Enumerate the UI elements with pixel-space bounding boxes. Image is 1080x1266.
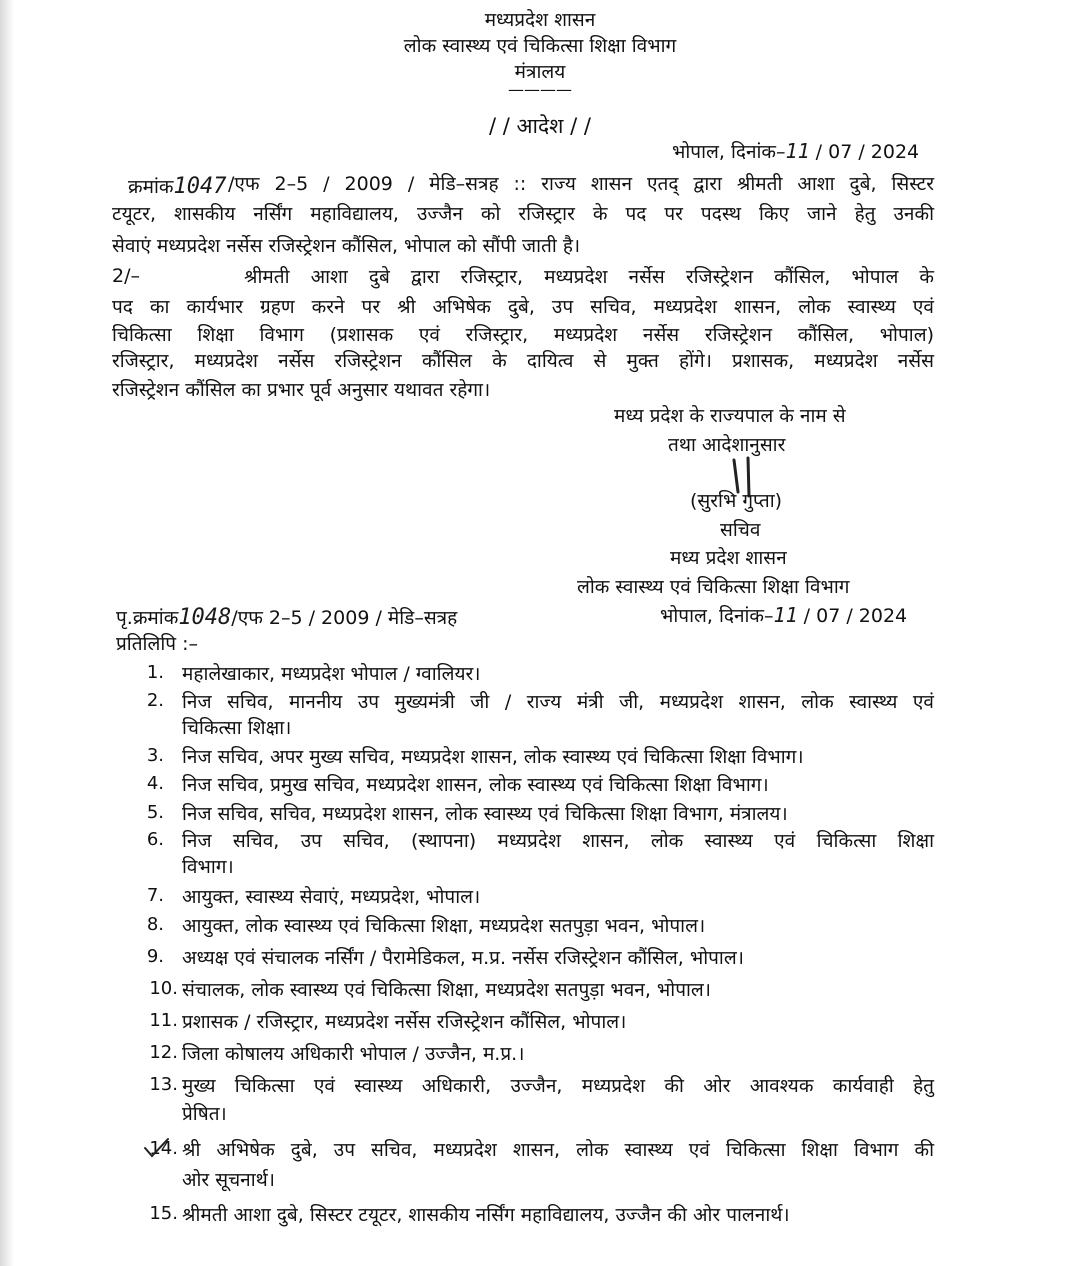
para1-line3: सेवाएं मध्यप्रदेश नर्सेस रजिस्ट्रेशन कौंसिल, भोपाल को सौंपी जाती है। xyxy=(112,235,581,257)
endorsement-ref-prefix: पृ.क्रमांक xyxy=(116,607,179,629)
checkmark-icon xyxy=(142,1136,172,1160)
list-item: निज सचिव, उप सचिव, (स्थापना) मध्यप्रदेश शासन, लोक स्वास्थ्य एवं चिकित्सा शिक्षा xyxy=(182,830,934,852)
header-office: मंत्रालय xyxy=(514,61,566,83)
endorsement-ref xyxy=(116,604,457,630)
signatory-govt: मध्य प्रदेश शासन xyxy=(670,547,787,569)
order-ref-prefix: क्रमांक xyxy=(128,176,174,198)
list-item-number: 12. xyxy=(149,1042,178,1063)
list-item: आयुक्त, स्वास्थ्य सेवाएं, मध्यप्रदेश, भोपाल। xyxy=(182,886,481,908)
list-item-number: 1. xyxy=(146,662,164,683)
signature-authority-line2: तथा आदेशानुसार xyxy=(668,434,786,456)
order-date-handwritten: 11 xyxy=(785,139,810,163)
list-item-number: 4. xyxy=(146,773,164,794)
header-department: लोक स्वास्थ्य एवं चिकित्सा शिक्षा विभाग xyxy=(403,35,677,57)
list-item-continuation: प्रेषित। xyxy=(182,1103,227,1125)
endorsement-date-prefix: भोपाल, दिनांक– xyxy=(660,605,774,627)
list-item-number: 2. xyxy=(146,690,164,711)
endorsement-ref-handwritten: 1048 xyxy=(178,605,232,630)
signatory-name: (सुरभि गुप्ता) xyxy=(690,490,783,512)
order-ref xyxy=(128,173,226,199)
endorsement-date-handwritten: 11 xyxy=(773,603,798,627)
list-item-number: 9. xyxy=(146,946,164,967)
list-item: निज सचिव, अपर मुख्य सचिव, मध्यप्रदेश शासन, लोक स्वास्थ्य एवं चिकित्सा शिक्षा विभाग। xyxy=(182,746,804,768)
endorsement-date-suffix: / 07 / 2024 xyxy=(803,605,908,627)
list-item: श्रीमती आशा दुबे, सिस्टर टयूटर, शासकीय नर्सिंग महाविद्यालय, उज्जैन की ओर पालनार्थ। xyxy=(182,1204,790,1226)
list-item-number: 10. xyxy=(149,978,178,999)
list-item: अध्यक्ष एवं संचालक नर्सिंग / पैरामेडिकल, म.प्र. नर्सेस रजिस्ट्रेशन कौंसिल, भोपाल। xyxy=(182,947,744,969)
para2-line3: चिकित्सा शिक्षा विभाग (प्रशासक एवं रजिस्ट्रार, मध्यप्रदेश नर्सेस रजिस्ट्रेशन कौंसिल, भोपाल) xyxy=(112,324,934,346)
list-item-number: 3. xyxy=(146,745,164,766)
order-title: / / आदेश / / xyxy=(489,114,591,138)
list-item-number: 7. xyxy=(146,885,164,906)
list-item-number: 6. xyxy=(146,829,164,850)
copy-label: प्रतिलिपि :– xyxy=(116,633,199,655)
para2-line5: रजिस्ट्रेशन कौंसिल का प्रभार पूर्व अनुसार यथावत रहेगा। xyxy=(112,379,491,401)
order-date-suffix: / 07 / 2024 xyxy=(815,141,920,163)
endorsement-date-line xyxy=(660,602,907,628)
signatory-designation: सचिव xyxy=(720,519,761,541)
list-item: आयुक्त, लोक स्वास्थ्य एवं चिकित्सा शिक्षा, मध्यप्रदेश सतपुड़ा भवन, भोपाल। xyxy=(182,915,706,937)
header-divider: ———— xyxy=(508,80,572,99)
list-item-continuation: विभाग। xyxy=(182,856,234,878)
para2-number: 2/– xyxy=(112,265,140,287)
list-item: महालेखाकार, मध्यप्रदेश भोपाल / ग्वालियर। xyxy=(182,663,481,685)
order-ref-handwritten: 1047 xyxy=(173,174,227,199)
list-item: श्री अभिषेक दुबे, उप सचिव, मध्यप्रदेश शासन, लोक स्वास्थ्य एवं चिकित्सा शिक्षा विभाग की xyxy=(182,1139,934,1161)
list-item-number: 15. xyxy=(149,1203,178,1224)
para2-line1: श्रीमती आशा दुबे द्वारा रजिस्ट्रार, मध्यप्रदेश नर्सेस रजिस्ट्रेशन कौंसिल, भोपाल के xyxy=(244,266,934,288)
list-item-number: 14. xyxy=(149,1138,178,1159)
header-govt: मध्यप्रदेश शासन xyxy=(484,9,596,31)
order-date-prefix: भोपाल, दिनांक– xyxy=(672,141,786,163)
para2-line4: रजिस्ट्रार, मध्यप्रदेश नर्सेस रजिस्ट्रेशन कौंसिल के दायित्व से मुक्त होंगे। प्रशासक, मध्यप्रदेश नर्सेस xyxy=(112,350,934,372)
list-item: प्रशासक / रजिस्ट्रार, मध्यप्रदेश नर्सेस रजिस्ट्रेशन कौंसिल, भोपाल। xyxy=(182,1011,627,1033)
para1-line2: टयूटर, शासकीय नर्सिंग महाविद्यालय, उज्जैन को रजिस्ट्रार के पद पर पदस्थ किए जाने हेतु उनकी xyxy=(112,203,934,225)
page-shadow xyxy=(0,0,14,1266)
list-item-number: 8. xyxy=(146,914,164,935)
signatory-department: लोक स्वास्थ्य एवं चिकित्सा शिक्षा विभाग xyxy=(577,576,850,598)
list-item: संचालक, लोक स्वास्थ्य एवं चिकित्सा शिक्षा, मध्यप्रदेश सतपुड़ा भवन, भोपाल। xyxy=(182,979,712,1001)
signature-authority-line1: मध्य प्रदेश के राज्यपाल के नाम से xyxy=(614,405,846,427)
list-item: जिला कोषालय अधिकारी भोपाल / उज्जैन, म.प्र.। xyxy=(182,1043,525,1065)
list-item-continuation: चिकित्सा शिक्षा। xyxy=(182,717,292,739)
order-date-line xyxy=(672,138,919,164)
list-item-number: 13. xyxy=(149,1074,178,1095)
list-item: मुख्य चिकित्सा एवं स्वास्थ्य अधिकारी, उज्जैन, मध्यप्रदेश की ओर आवश्यक कार्यवाही हेतु xyxy=(182,1075,934,1097)
list-item-number: 5. xyxy=(146,802,164,823)
list-item: निज सचिव, माननीय उप मुख्यमंत्री जी / राज्य मंत्री जी, मध्यप्रदेश शासन, लोक स्वास्थ्य एवं xyxy=(182,691,934,713)
para2-line2: पद का कार्यभार ग्रहण करने पर श्री अभिषेक दुबे, उप सचिव, मध्यप्रदेश शासन, लोक स्वास्थ्य एवं xyxy=(112,296,934,318)
endorsement-ref-suffix: /एफ 2–5 / 2009 / मेडि–सत्रह xyxy=(231,607,458,629)
para1-line1: /एफ 2–5 / 2009 / मेडि–सत्रह :: राज्य शासन एतद् द्वारा श्रीमती आशा दुबे, सिस्टर xyxy=(228,173,934,195)
list-item-continuation: ओर सूचनार्थ। xyxy=(182,1169,275,1191)
list-item: निज सचिव, प्रमुख सचिव, मध्यप्रदेश शासन, लोक स्वास्थ्य एवं चिकित्सा शिक्षा विभाग। xyxy=(182,774,769,796)
list-item-number: 11. xyxy=(149,1010,178,1031)
list-item: निज सचिव, सचिव, मध्यप्रदेश शासन, लोक स्वास्थ्य एवं चिकित्सा शिक्षा विभाग, मंत्रालय। xyxy=(182,803,788,825)
